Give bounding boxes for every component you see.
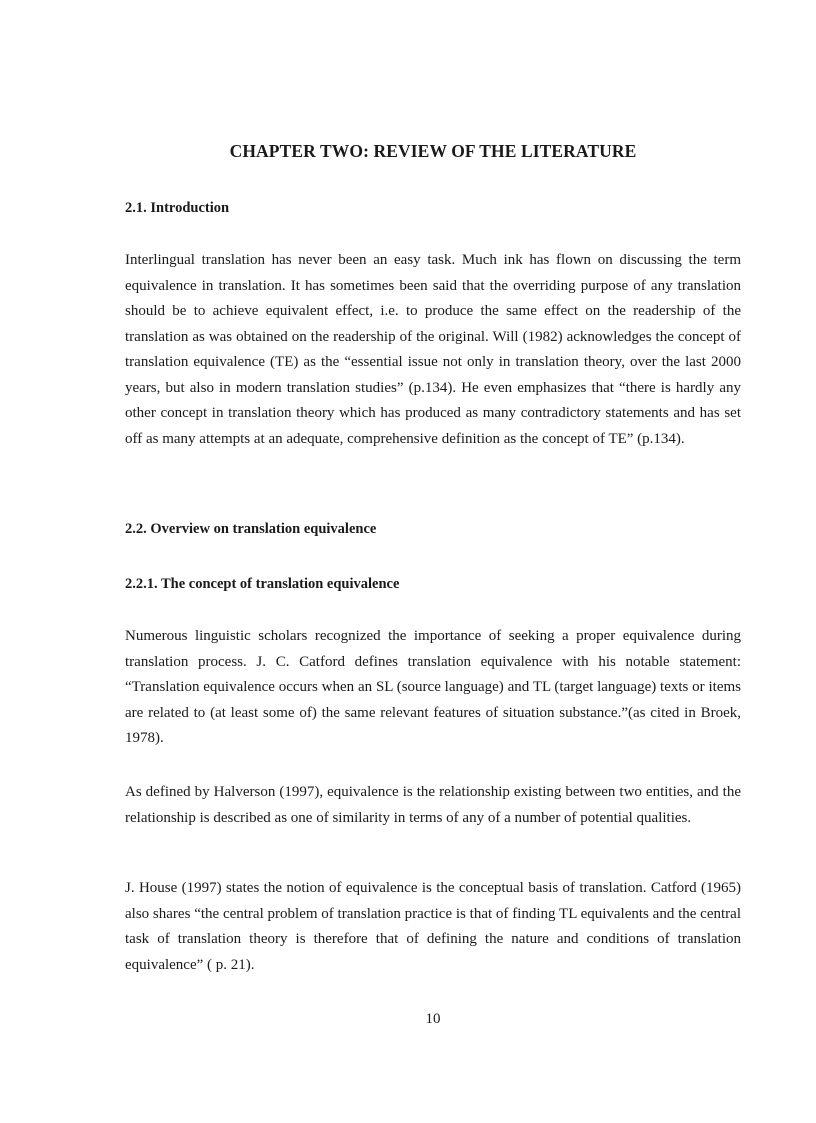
page-number: 10 xyxy=(425,1011,441,1027)
introduction-paragraph: Interlingual translation has never been an easy task. Much ink has flown on discussing the term equivalence in translation. It has sometimes been said that the overriding purpose of any translation should be to achieve equivalent effect, i.e. to produce the same effect on the readership of the translation as was obtained on the readership of the original. Will (1982) acknowledges the concept of translation equivalence (TE) as the “essential issue not only in translation theory, over the last 2000 years, but also in modern translation studies” (p.134). He even emphasizes that “there is hardly any other concept in translation theory which has produced as many contradictory statements and has set off as many attempts at an adequate, comprehensive definition as the concept of TE” (p.134). xyxy=(125,252,741,447)
concept-paragraph-2: As defined by Halverson (1997), equivalence is the relationship existing between two entities, and the relationship is described as one of similarity in terms of any of a number of potential qualities. xyxy=(125,784,741,826)
concept-paragraph-1: Numerous linguistic scholars recognized the importance of seeking a proper equivalence during translation process. J. C. Catford defines translation equivalence with his notable statement: “Translation equivalence occurs when an SL (source language) and TL (target language) texts or items are related to (at least some of) the same relevant features of situation substance.”(as cited in Broek, 1978). xyxy=(125,628,741,746)
subsection-heading-concept: 2.2.1. The concept of translation equivalence xyxy=(125,576,400,592)
section-heading-overview: 2.2. Overview on translation equivalence xyxy=(125,521,377,537)
section-heading-introduction: 2.1. Introduction xyxy=(125,200,230,216)
chapter-title: CHAPTER TWO: REVIEW OF THE LITERATURE xyxy=(229,141,637,161)
concept-paragraph-3: J. House (1997) states the notion of equivalence is the conceptual basis of translation. Catford (1965) also shares “the central problem of translation practice is that of finding TL equivalents and the central task of translation theory is therefore that of defining the nature and conditions of translation equivalence” ( p. 21). xyxy=(125,880,741,973)
